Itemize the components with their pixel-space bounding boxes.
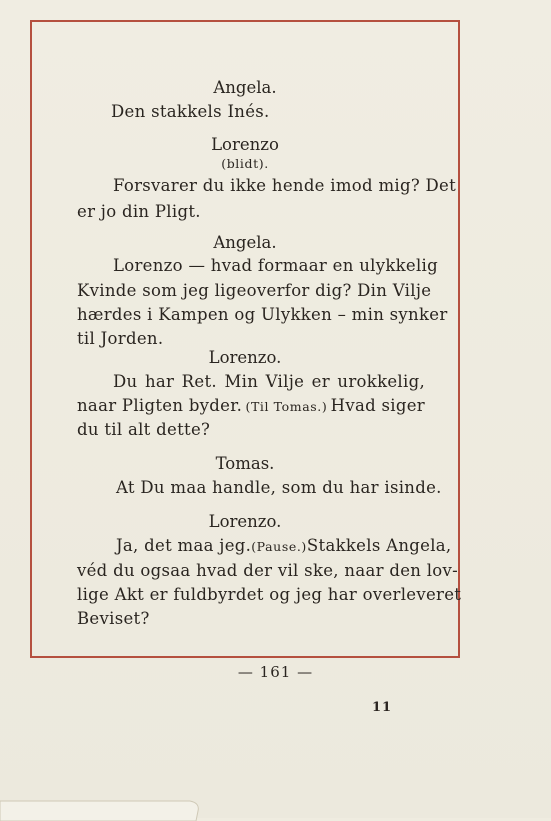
stage-direction: (blidt). [221,156,269,171]
page-number: — 161 — [237,663,314,681]
dialogue-line: At Du maa handle, som du har isinde. [116,478,442,497]
signature-mark: 11 [372,700,393,715]
speaker-name: Tomas. [215,454,275,473]
dialogue-line: er jo din Pligt. [77,202,201,221]
dialogue-line: lige Akt er fuldbyrdet og jeg har overleveret [77,585,462,604]
dialogue-line: du til alt dette? [77,420,211,439]
dialogue-line: Du har Ret. Min Vilje er urokkelig, [113,372,425,391]
page-curl-shadow [0,797,205,821]
dialogue-text: naar Pligten byder. [77,396,243,415]
speaker-name: Angela. [213,78,277,97]
dialogue-line: véd du ogsaa hvad der vil ske, naar den lov- [77,561,459,580]
dialogue-text: Stakkels Angela, [306,536,452,555]
dialogue-line: Kvinde som jeg ligeoverfor dig? Din Vilje [77,281,432,300]
speaker-name: Lorenzo [211,135,279,154]
speaker-name: Lorenzo. [208,348,282,367]
stage-direction: (Til Tomas.) [245,399,328,414]
speaker-name: Angela. [213,233,277,252]
dialogue-text: Ja, det maa jeg. [116,536,252,555]
dialogue-line: til Jorden. [77,329,164,348]
dialogue-line: hærdes i Kampen og Ulykken – min synker [77,305,448,324]
dialogue-line: Den stakkels Inés. [111,102,270,121]
dialogue-line: Beviset? [77,609,150,628]
stage-direction: (Pause.) [251,539,307,554]
dialogue-line: Lorenzo — hvad formaar en ulykkelig [113,256,438,275]
dialogue-line: Forsvarer du ikke hende imod mig? Det [113,176,457,195]
dialogue-text: Hvad siger [330,396,425,415]
dialogue-line-with-direction [116,536,452,555]
dialogue-line-with-direction [77,398,425,415]
speaker-name: Lorenzo. [208,512,282,531]
